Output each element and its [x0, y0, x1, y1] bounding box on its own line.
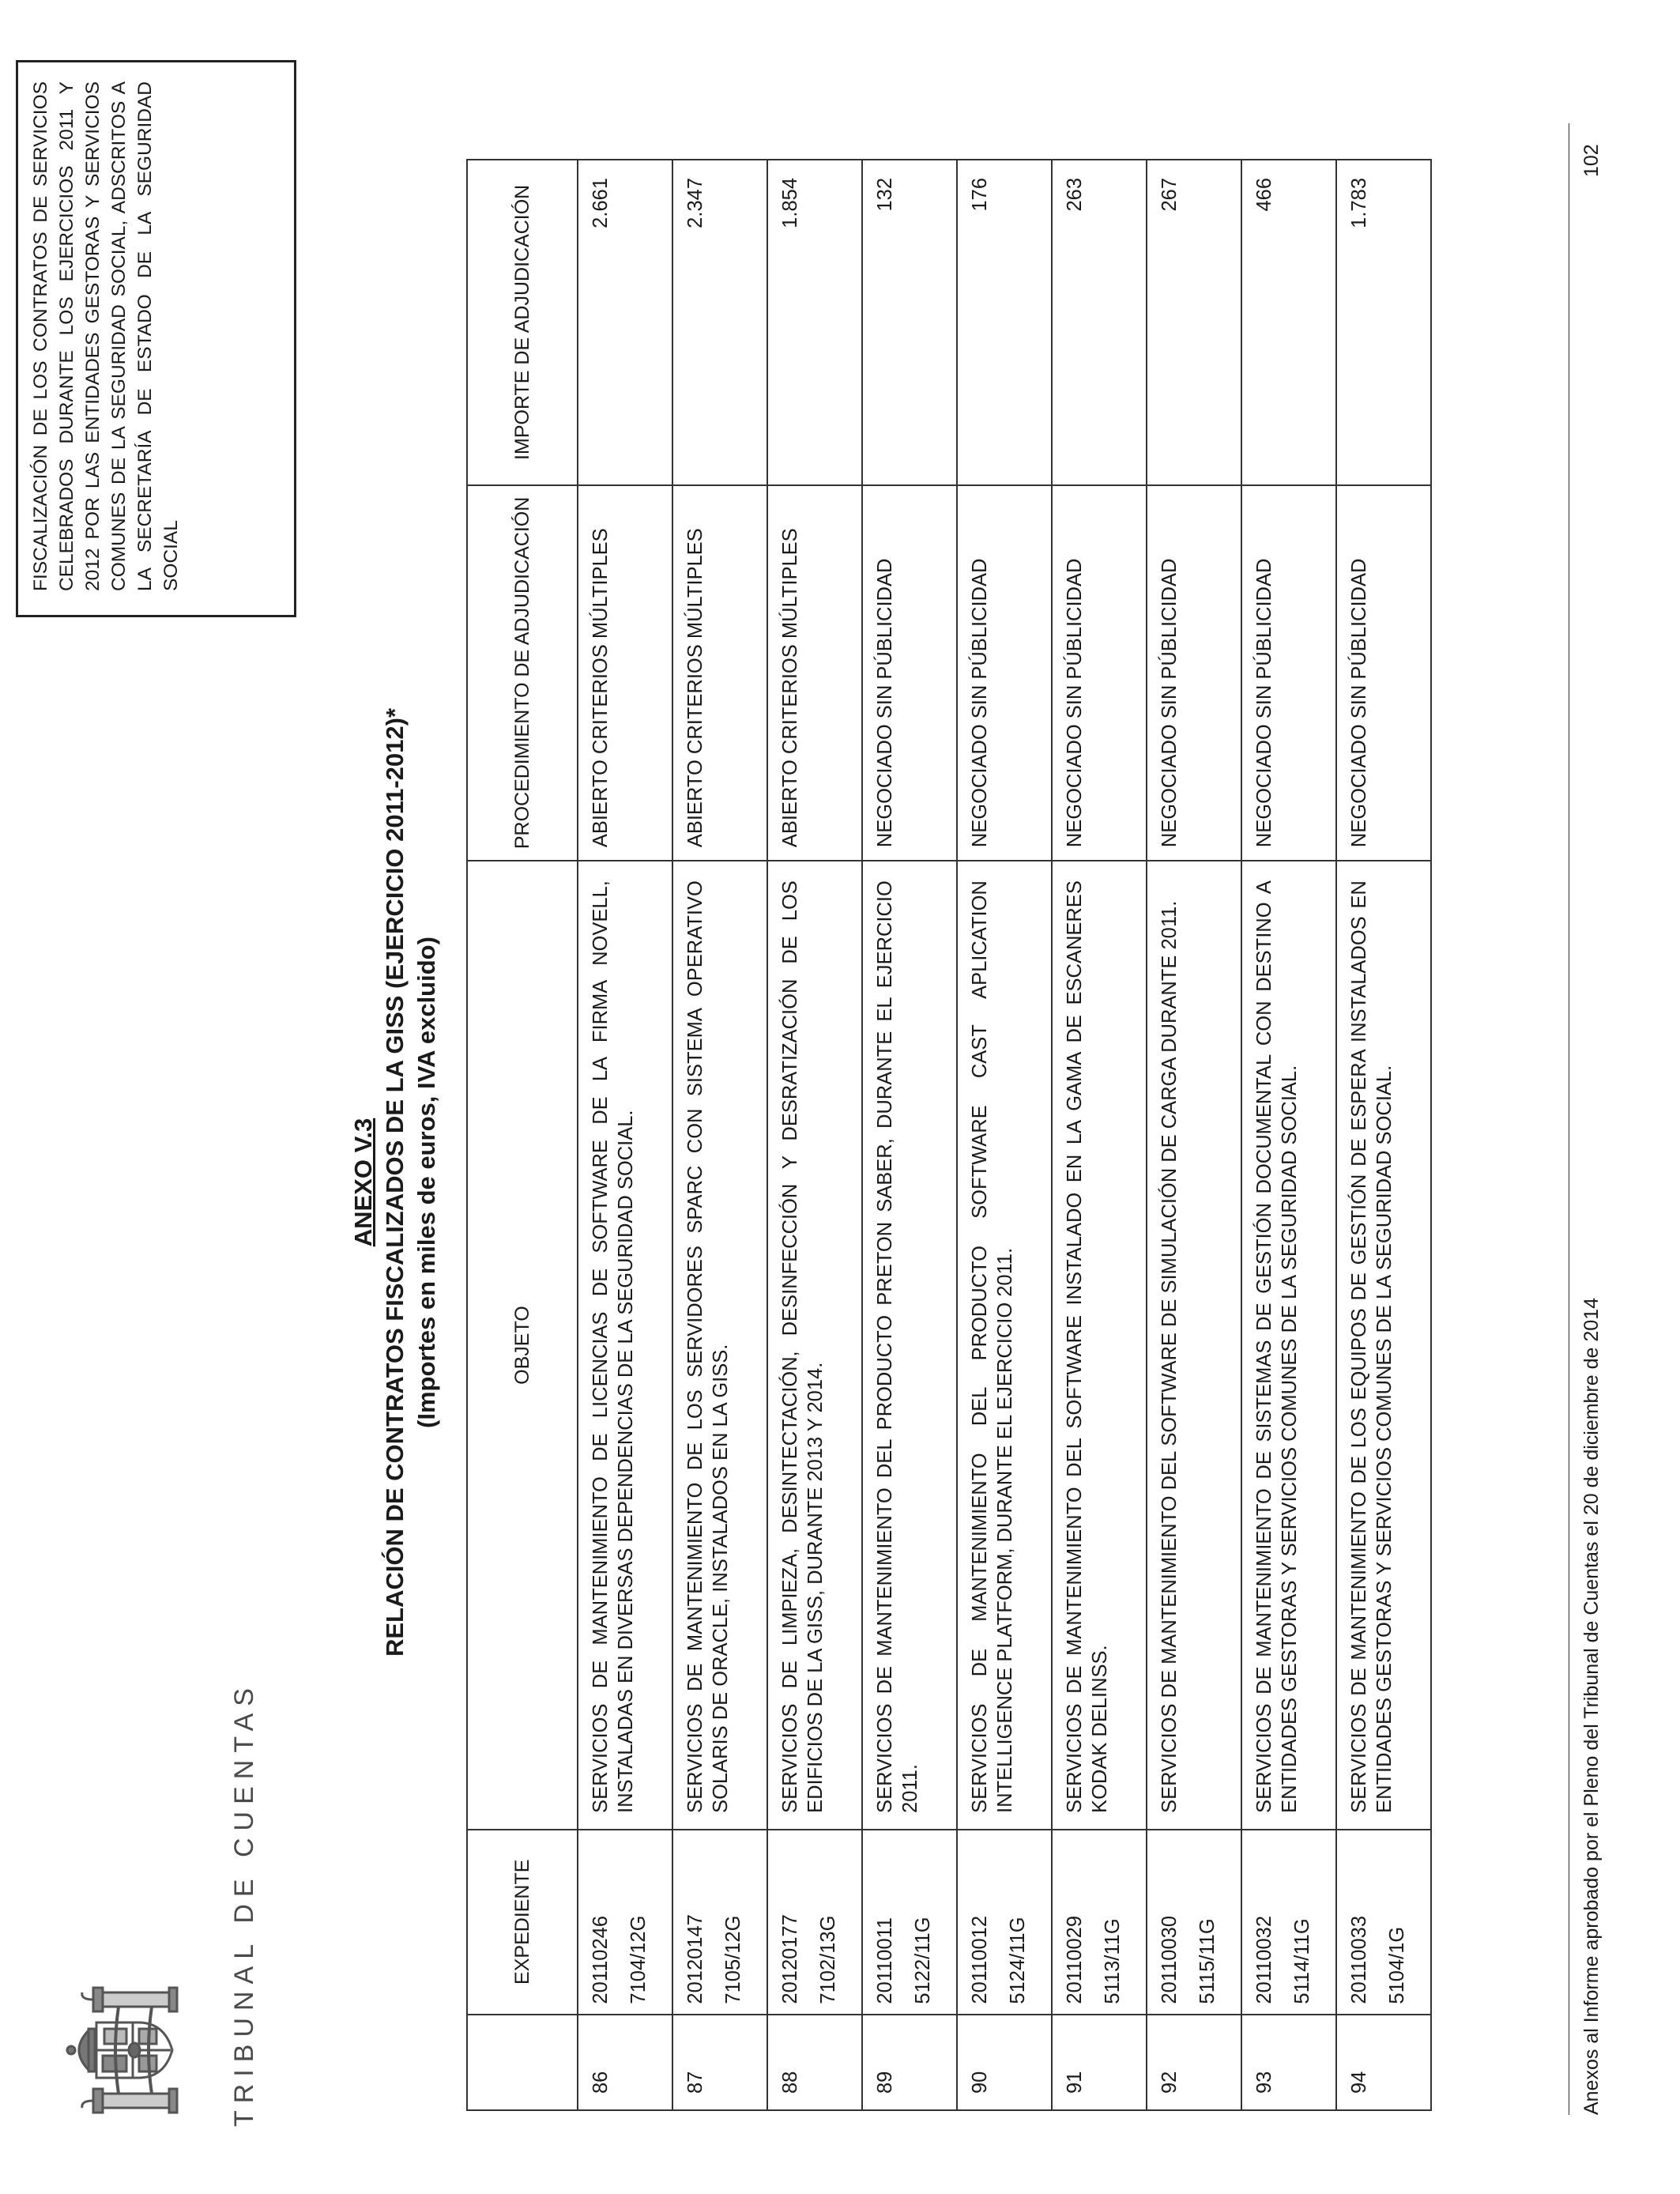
expediente-cell [767, 1830, 862, 2015]
objeto-cell: SERVICIOS DE LIMPIEZA, DESINTECTACIÓN, DESINFECCIÓN Y DESRATIZACIÓN DE LOS EDIFICIOS DE LA GISS, DURANTE 2013 Y 2014. [767, 861, 862, 1830]
table-row [1147, 160, 1241, 2110]
expediente-code: 20110012 [969, 1916, 991, 2004]
expediente-code: 20110030 [1158, 1916, 1181, 2004]
importe-cell: 1.854 [767, 160, 862, 485]
expediente-cell [672, 1830, 767, 2015]
row-number: 93 [1241, 2015, 1336, 2110]
contracts-table [466, 159, 1432, 2111]
expediente-ref: 7104/12G [627, 1915, 650, 2004]
procedimiento-cell: NEGOCIADO SIN PÚBLICIDAD [957, 485, 1052, 861]
table-row [1336, 160, 1431, 2110]
objeto-cell: SERVICIOS DE MANTENIMIENTO DE LOS SERVIDORES SPARC CON SISTEMA OPERATIVO SOLARIS DE ORACLE, INSTALADOS EN LA GISS. [672, 861, 767, 1830]
expediente-code: 20120147 [684, 1914, 706, 2004]
table-header-row [467, 160, 578, 2110]
objeto-cell: SERVICIOS DE MANTENIMIENTO DEL PRODUCTO SOFTWARE CAST APLICATION INTELLIGENCE PLATFORM, DURANTE EL EJERCICIO 2011. [957, 861, 1052, 1830]
procedimiento-cell: NEGOCIADO SIN PÚBLICIDAD [1147, 485, 1241, 861]
expediente-cell [862, 1830, 957, 2015]
procedimiento-cell: ABIERTO CRITERIOS MÚLTIPLES [672, 485, 767, 861]
report-header-box [16, 60, 296, 617]
objeto-cell: SERVICIOS DE MANTENIMIENTO DE LOS EQUIPOS DE GESTIÓN DE ESPERA INSTALADOS EN ENTIDADES GESTORAS Y SERVICIOS COMUNES DE LA SEGURIDAD SOCIAL. [1336, 861, 1431, 1830]
expediente-ref: 5114/11G [1291, 1918, 1313, 2004]
expediente-code: 20110033 [1348, 1916, 1370, 2004]
table-row [578, 160, 672, 2110]
objeto-cell: SERVICIOS DE MANTENIMIENTO DEL PRODUCTO PRETON SABER, DURANTE EL EJERCICIO 2011. [862, 861, 957, 1830]
table-row [1241, 160, 1336, 2110]
importe-cell: 132 [862, 160, 957, 485]
title-block [348, 432, 443, 1933]
expediente-cell [1052, 1830, 1147, 2015]
importe-cell: 263 [1052, 160, 1147, 485]
row-number: 91 [1052, 2015, 1147, 2110]
expediente-cell [1147, 1830, 1241, 2015]
procedimiento-cell: ABIERTO CRITERIOS MÚLTIPLES [767, 485, 862, 861]
expediente-ref: 5122/11G [912, 1917, 934, 2004]
expediente-ref: 5124/11G [1007, 1917, 1029, 2004]
header-objeto: OBJETO [467, 861, 578, 1830]
expediente-ref: 5104/1G [1386, 1926, 1408, 2004]
expediente-ref: 7105/12G [722, 1915, 744, 2004]
importe-cell: 176 [957, 160, 1052, 485]
table-row [1052, 160, 1147, 2110]
row-number: 86 [578, 2015, 672, 2110]
row-number: 89 [862, 2015, 957, 2110]
table-row [767, 160, 862, 2110]
expediente-code: 20110011 [874, 1917, 896, 2004]
expediente-cell [1241, 1830, 1336, 2015]
expediente-ref: 5113/11G [1102, 1918, 1124, 2004]
table-row [957, 160, 1052, 2110]
objeto-cell: SERVICIOS DE MANTENIMIENTO DE LICENCIAS DE SOFTWARE DE LA FIRMA NOVELL, INSTALADAS EN DIVERSAS DEPENDENCIAS DE LA SEGURIDAD SOCIAL. [578, 861, 672, 1830]
procedimiento-cell: NEGOCIADO SIN PÚBLICIDAD [1241, 485, 1336, 861]
expediente-code: 20110029 [1064, 1916, 1086, 2004]
header-importe: IMPORTE DE ADJUDICACIÓN [467, 160, 578, 485]
annex-title: ANEXO V.3 [349, 1118, 377, 1247]
row-number: 88 [767, 2015, 862, 2110]
procedimiento-cell: NEGOCIADO SIN PÚBLICIDAD [1052, 485, 1147, 861]
coat-of-arms-icon [63, 1981, 182, 2119]
objeto-cell: SERVICIOS DE MANTENIMIENTO DEL SOFTWARE INSTALADO EN LA GAMA DE ESCANERES KODAK DELINSS. [1052, 861, 1147, 1830]
procedimiento-cell: NEGOCIADO SIN PÚBLICIDAD [862, 485, 957, 861]
subtitle: (Importes en miles de euros, IVA excluido) [412, 937, 440, 1428]
row-number: 87 [672, 2015, 767, 2110]
header-num [467, 2015, 578, 2110]
expediente-cell [578, 1830, 672, 2015]
expediente-ref: 7102/13G [817, 1915, 839, 2004]
footer-text: Anexos al Informe aprobado por el Pleno del Tribunal de Cuentas el 20 de diciembre de 2014 [1580, 1297, 1603, 2115]
importe-cell: 267 [1147, 160, 1241, 485]
expediente-cell [957, 1830, 1052, 2015]
table-row [862, 160, 957, 2110]
page-number: 102 [1580, 144, 1603, 177]
table-row [672, 160, 767, 2110]
expediente-ref: 5115/11G [1196, 1918, 1219, 2004]
main-title: RELACIÓN DE CONTRATOS FISCALIZADOS DE LA GISS (EJERCICIO 2011-2012)* [381, 707, 409, 1657]
header-expediente: EXPEDIENTE [467, 1830, 578, 2015]
procedimiento-cell: ABIERTO CRITERIOS MÚLTIPLES [578, 485, 672, 861]
expediente-cell [1336, 1830, 1431, 2015]
row-number: 94 [1336, 2015, 1431, 2110]
importe-cell: 2.347 [672, 160, 767, 485]
importe-cell: 2.661 [578, 160, 672, 485]
importe-cell: 466 [1241, 160, 1336, 485]
header-procedimiento: PROCEDIMIENTO DE ADJUDICACIÓN [467, 485, 578, 861]
importe-cell: 1.783 [1336, 160, 1431, 485]
objeto-cell: SERVICIOS DE MANTENIMIENTO DE SISTEMAS DE GESTIÓN DOCUMENTAL CON DESTINO A ENTIDADES GESTORAS Y SERVICIOS COMUNES DE LA SEGURIDAD SOCIAL. [1241, 861, 1336, 1830]
institution-name: TRIBUNAL DE CUENTAS [229, 1681, 259, 2127]
procedimiento-cell: NEGOCIADO SIN PÚBLICIDAD [1336, 485, 1431, 861]
row-number: 92 [1147, 2015, 1241, 2110]
objeto-cell: SERVICIOS DE MANTENIMIENTO DEL SOFTWARE DE SIMULACIÓN DE CARGA DURANTE 2011. [1147, 861, 1241, 1830]
row-number: 90 [957, 2015, 1052, 2110]
expediente-code: 20120177 [779, 1914, 801, 2004]
report-header-text: FISCALIZACIÓN DE LOS CONTRATOS DE SERVICIOS CELEBRADOS DURANTE LOS EJERCICIOS 2011 Y 2012 POR LAS ENTIDADES GESTORAS Y SERVICIOS COMUNES DE LA SEGURIDAD SOCIAL, ADSCRITOS A LA SECRETARÍA DE ESTADO DE LA SEGURIDAD SOCIAL [30, 81, 182, 591]
expediente-code: 20110032 [1253, 1916, 1275, 2004]
expediente-code: 20110246 [590, 1916, 612, 2004]
